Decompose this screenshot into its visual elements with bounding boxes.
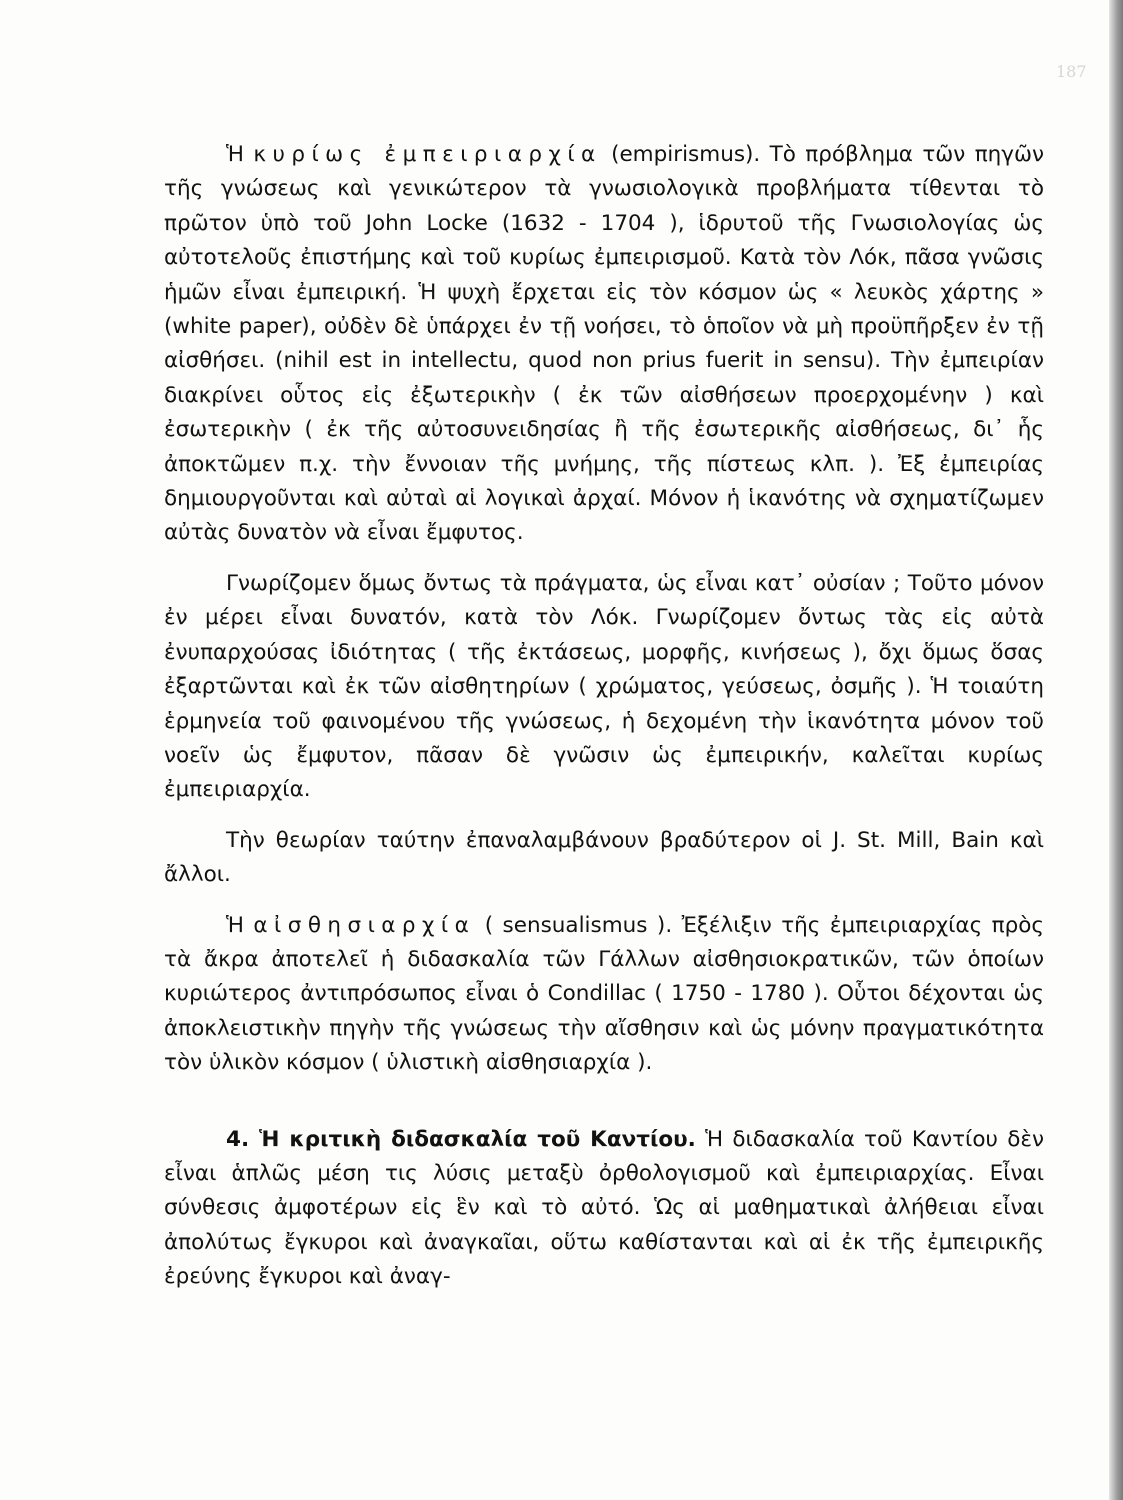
paragraph-sensualism	[164, 909, 1044, 1081]
sensualism-title: αἰσθησιαρχία	[253, 912, 476, 938]
empiricism-title-prefix: Ἡ	[226, 142, 254, 167]
paragraph-gap	[164, 893, 1044, 909]
empiricism-title: κυρίως ἐμπειριαρχία	[253, 142, 602, 167]
empiricism-body: Τὸ πρόβλημα τῶν πηγῶν τῆς γνώσεως καὶ γενικώτερον τὰ γνωσιολογικὰ προβλήματα τίθενται τὸ πρῶτον ὑπὸ τοῦ John Locke (1632 - 1704 ), ἱδρυτοῦ τῆς Γνωσιολογίας ὡς αὐτοτελοῦς ἐπιστήμης καὶ τοῦ κυρίως ἐμπειρισμοῦ. Κατὰ τὸν Λόκ, πᾶσα γνῶσις ἡμῶν εἶναι ἐμπειρική. Ἡ ψυχὴ ἔρχεται εἰς τὸν κόσμον ὡς « λευκὸς χάρτης » (white paper), οὐδὲν δὲ ὑπάρχει ἐν τῇ νοήσει, τὸ ὁποῖον νὰ μὴ προϋπῆρξεν ἐν τῇ αἰσθήσει. (nihil est in intellectu, quod non prius fuerit in sensu). Τὴν ἐμπειρίαν διακρίνει οὗτος εἰς ἐξωτερικὴν ( ἐκ τῶν αἰσθήσεων προερχομένην ) καὶ ἐσωτερικὴν ( ἐκ τῆς αὐτοσυνειδησίας ἢ τῆς ἐσωτερικῆς αἰσθήσεως, δι᾿ ἧς ἀποκτῶμεν π.χ. τὴν ἔννοιαν τῆς μνήμης, τῆς πίστεως κλπ. ). Ἐξ ἐμπειρίας δημιουργοῦνται καὶ αὐταὶ αἱ λογικαὶ ἀρχαί. Μόνον ἡ ἱκανότης νὰ σχηματίζωμεν αὐτὰς δυνατὸν νὰ εἶναι ἔμφυτος.	[164, 142, 1044, 546]
text-body	[164, 138, 1044, 1295]
sensualism-body: Ἐξέλιξιν τῆς ἐμπειριαρχίας πρὸς τὰ ἄκρα ἀποτελεῖ ἡ διδασκαλία τῶν Γάλλων αἰσθησιοκρατικῶν, τῶν ὁποίων κυριώτερος ἀντιπρόσωπος εἶναι ὁ Condillac ( 1750 - 1780 ). Οὗτοι δέχονται ὡς ἀποκλειστικὴν πηγὴν τῆς γνώσεως τὴν αἴσθησιν καὶ ὡς μόνην πραγματικότητα τὸν ὑλικὸν κόσμον ( ὑλιστικὴ αἰσθησιαρχία ).	[164, 912, 1044, 1076]
paragraph-kant	[164, 1123, 1044, 1295]
paragraph-gap	[164, 551, 1044, 567]
section-heading-kant: 4. Ἡ κριτικὴ διδασκαλία τοῦ Καντίου.	[226, 1126, 696, 1152]
page-corner-mark: 187	[1056, 62, 1087, 81]
kant-body: Ἡ διδασκαλία τοῦ Καντίου δὲν εἶναι ἁπλῶς μέση τις λύσις μεταξὺ ὀρθολογισμοῦ καὶ ἐμπειριαρχίας. Εἶναι σύνθεσις ἀμφοτέρων εἰς ἓν καὶ τὸ αὐτό. Ὡς αἱ μαθηματικαὶ ἀλήθειαι εἶναι ἀπολύτως ἔγκυροι καὶ ἀναγκαῖαι, οὕτω καθίστανται καὶ αἱ ἐκ τῆς ἐμπειρικῆς ἐρεύνης ἔγκυροι καὶ ἀναγ-	[164, 1126, 1044, 1290]
sensualism-title-prefix: Ἡ	[226, 912, 254, 938]
paragraph-knowledge: Γνωρίζομεν ὅμως ὄντως τὰ πράγματα, ὡς εἶναι κατ᾿ οὐσίαν ; Τοῦτο μόνον ἐν μέρει εἶναι δυνατόν, κατὰ τὸν Λόκ. Γνωρίζομεν ὄντως τὰς εἰς αὐτὰ ἐνυπαρχούσας ἰδιότητας ( τῆς ἐκτάσεως, μορφῆς, κινήσεως ), ὄχι ὅμως ὅσας ἐξαρτῶνται καὶ ἐκ τῶν αἰσθητηρίων ( χρώματος, γεύσεως, ὀσμῆς ). Ἡ τοιαύτη ἑρμηνεία τοῦ φαινομένου τῆς γνώσεως, ἡ δεχομένη τὴν ἱκανότητα μόνον τοῦ νοεῖν ὡς ἔμφυτον, πᾶσαν δὲ γνῶσιν ὡς ἐμπειρικήν, καλεῖται κυρίως ἐμπειριαρχία.	[164, 570, 1044, 803]
paragraph-theory: Τὴν θεωρίαν ταύτην ἐπαναλαμβάνουν βραδύτερον οἱ J. St. Mill, Bain καὶ ἄλλοι.	[164, 827, 1044, 888]
paragraph-empiricism	[164, 138, 1044, 551]
empiricism-title-latin: (empirismus).	[601, 142, 770, 167]
paragraph-gap	[164, 808, 1044, 824]
page-binding-edge	[1109, 0, 1123, 1500]
section-gap	[164, 1081, 1044, 1123]
sensualism-title-latin: ( sensualismus ).	[475, 912, 682, 938]
